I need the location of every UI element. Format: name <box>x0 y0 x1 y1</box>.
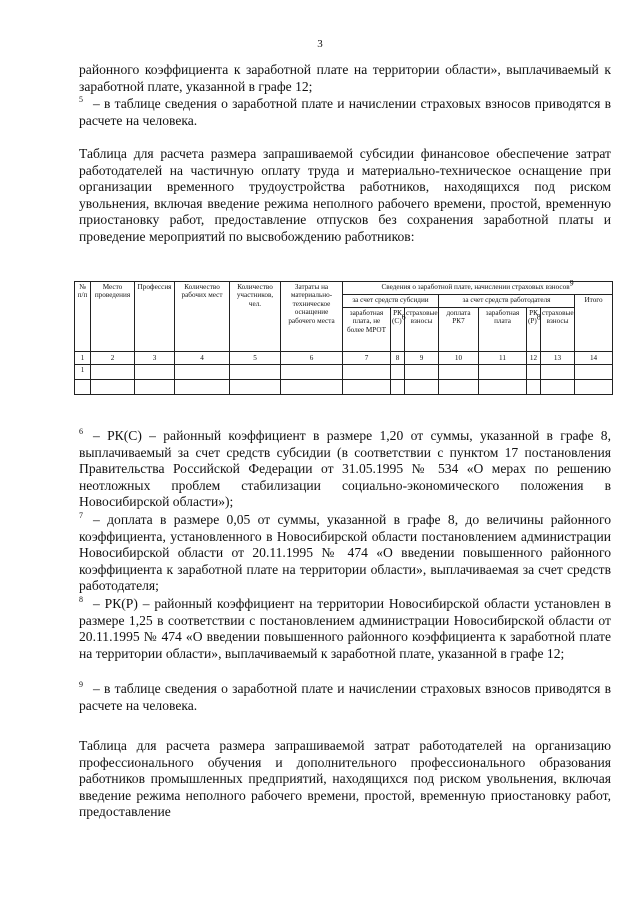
table-cell <box>527 365 541 380</box>
footnote-text: – РК(Р) – районный коэффициент на территории Новосибирской области установлен в размере 1,25 в соответствии с постановлением администрации Новосибирской области от 20.11.1995 № 474 «О введении повышенного районного коэффициента к заработной плате на территории области», выплачиваемый к заработной плате, указанной в графе 12; <box>79 596 611 661</box>
col-profession-header: Профессия <box>135 282 175 352</box>
col-sub-rkc-header <box>391 308 405 352</box>
salary-group-mark: 9 <box>569 278 574 288</box>
table-cell <box>541 365 575 380</box>
table-cell <box>405 365 439 380</box>
column-number: 2 <box>91 352 135 365</box>
employer-group-header: за счет средств работодателя <box>439 295 575 308</box>
rkc-mark: 6 <box>401 313 406 323</box>
rkr-label: РК (Р) <box>528 309 538 326</box>
col-emp-insurance-header: страховые взносы <box>541 308 575 352</box>
table-cell <box>343 380 391 395</box>
table-cell <box>439 380 479 395</box>
table-intro: Таблица для расчета размера запрашиваемой субсидии финансовое обеспечение затрат работодателей на частичную оплату труда и материально-техническое оснащение при организации временного трудоустройства работников, находящихся под риском увольнения, включая введение режима неполного рабочего времени, простой, временную приостановку работ, предоставление отпусков без сохранения заработной платы и проведение мероприятий по высвобождению работников: <box>79 146 611 244</box>
col-costs-header: Затраты на материально-техническое оснащение рабочего места <box>281 282 343 352</box>
col-place-header: Место проведения <box>91 282 135 352</box>
column-number: 14 <box>575 352 613 365</box>
table-cell <box>135 380 175 395</box>
column-number: 4 <box>175 352 230 365</box>
column-number: 13 <box>541 352 575 365</box>
column-number: 9 <box>405 352 439 365</box>
table-cell <box>541 380 575 395</box>
rkc-label: РК (С) <box>392 309 402 326</box>
table-cell <box>391 380 405 395</box>
rkr-mark: 8 <box>536 313 541 323</box>
table-cell <box>230 365 281 380</box>
column-number: 10 <box>439 352 479 365</box>
salary-group-label: Сведения о заработной плате, начислении страховых взносов <box>381 283 570 291</box>
table-cell <box>75 380 91 395</box>
table-cell <box>135 365 175 380</box>
table-cell <box>281 365 343 380</box>
column-number: 12 <box>527 352 541 365</box>
table-row <box>75 380 613 395</box>
footnote-text: – РК(С) – районный коэффициент в размере 1,20 от суммы, указанной в графе 8, выплачиваемый за счет средств субсидии (в соответствии с пунктом 17 постановления Правительства Российской Федерации от 31.05.1995 № 534 «О мерах по решению неотложных проблем стабилизации социально-экономического положения в Новосибирской области»); <box>79 428 611 510</box>
table-cell <box>91 365 135 380</box>
footnote-7: $^7$ – доплата в размере 0,05 от суммы, указанной в графе 8, до величины районного коэффициента, установленного в Новосибирской области постановлением администрации Новосибирской области от 20.11.1995 № 474 «О введении повышенного районного коэффициента к заработной плате на территории области», выплачиваемая за счет средств работодателя; <box>79 511 611 594</box>
row-number: 1 <box>75 365 91 380</box>
column-number: 6 <box>281 352 343 365</box>
column-number: 7 <box>343 352 391 365</box>
footnote-6: $^6$ – РК(С) – районный коэффициент в размере 1,20 от суммы, указанной в графе 8, выплачиваемый за счет средств субсидии (в соответствии с пунктом 17 постановления Правительства Российской Федерации от 31.05.1995 № 534 «О мерах по решению неотложных проблем стабилизации социально-экономического положения в Новосибирской области»); <box>79 427 611 510</box>
column-number: 8 <box>391 352 405 365</box>
footnote-text: – в таблице сведения о заработной плате и начислении страховых взносов приводятся в расчете на человека. <box>79 96 611 128</box>
table-cell <box>175 365 230 380</box>
subsidy-table <box>74 278 613 395</box>
col-emp-bonus-header: доплата РК7 <box>439 308 479 352</box>
table-cell <box>230 380 281 395</box>
bottom-paragraph: Таблица для расчета размера запрашиваемой затрат работодателей на организацию профессионального обучения и дополнительного профессионального образования работников промышленных предприятий, находящихся под риском увольнения, включая введение режима неполного рабочего времени, простой, временную приостановку работ, предоставление <box>79 738 611 820</box>
footnote-text: – в таблице сведения о заработной плате и начислении страховых взносов приводятся в расчете на человека. <box>79 681 611 713</box>
footnote-text: – доплата в размере 0,05 от суммы, указанной в графе 8, до величины районного коэффициента, установленного в Новосибирской области постановлением администрации Новосибирской области от 20.11.1995 № 474 «О введении повышенного районного коэффициента к заработной плате на территории области», выплачиваемая за счет средств работодателя; <box>79 512 611 594</box>
page-number: 3 <box>317 38 323 50</box>
table-cell <box>391 365 405 380</box>
footnote-8: $^8$ – РК(Р) – районный коэффициент на территории Новосибирской области установлен в размере 1,25 в соответствии с постановлением администрации Новосибирской области от 20.11.1995 № 474 «О введении повышенного районного коэффициента к заработной плате на территории области», выплачиваемый к заработной плате, указанной в графе 12; <box>79 595 611 661</box>
col-work-places-header: Количество рабочих мест <box>175 282 230 352</box>
subsidy-group-header: за счет средств субсидии <box>343 295 439 308</box>
col-emp-rkr-header <box>527 308 541 352</box>
salary-group-header <box>343 278 613 295</box>
table-cell <box>281 380 343 395</box>
col-emp-salary-header: заработная плата <box>479 308 527 352</box>
table-cell <box>575 380 613 395</box>
footnote-9: $^9$ – в таблице сведения о заработной плате и начислении страховых взносов приводятся в расчете на человека. <box>79 680 611 713</box>
col-participants-header: Количество участников, чел. <box>230 282 281 352</box>
header-row-1 <box>75 282 613 295</box>
col-total-header: Итого <box>575 295 613 352</box>
table-cell <box>479 365 527 380</box>
table-cell <box>175 380 230 395</box>
column-number: 3 <box>135 352 175 365</box>
table-cell <box>91 380 135 395</box>
column-number: 11 <box>479 352 527 365</box>
footnote-5: $^5$ – в таблице сведения о заработной плате и начислении страховых взносов приводятся в расчете на человека. <box>79 95 611 128</box>
table-cell <box>439 365 479 380</box>
table-cell <box>479 380 527 395</box>
col-sub-insurance-header: страховые взносы <box>405 308 439 352</box>
column-number: 1 <box>75 352 91 365</box>
table-row <box>75 365 613 380</box>
continued-paragraph: районного коэффициента к заработной плате на территории области», выплачиваемый к заработной плате, указанной в графе 12; <box>79 62 611 94</box>
table-cell <box>527 380 541 395</box>
col-num-header: № п/п <box>75 282 91 352</box>
column-number: 5 <box>230 352 281 365</box>
column-numbers-row <box>75 352 613 365</box>
table-cell <box>575 365 613 380</box>
table-cell <box>405 380 439 395</box>
col-sub-salary-header: заработная плата, не более МРОТ <box>343 308 391 352</box>
table-cell <box>343 365 391 380</box>
